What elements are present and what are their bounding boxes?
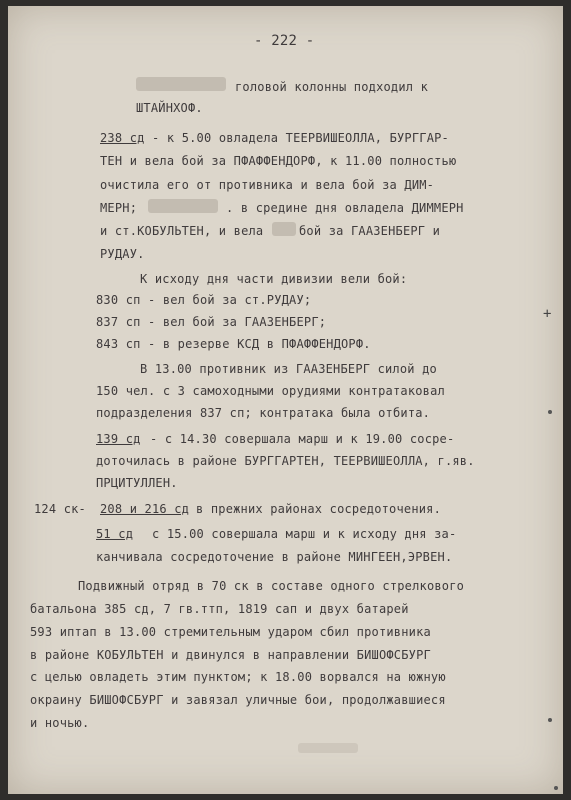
- corps-label: 124 ск-: [34, 502, 86, 516]
- text-line: доточилась в районе БУРГГАРТЕН, ТЕЕРВИШЕОЛЛА, г.яв.: [96, 454, 475, 468]
- text-line: в районе КОБУЛЬТЕН и двинулся в направлении БИШОФСБУРГ: [30, 648, 431, 662]
- text-line: головой колонны подходил к: [235, 80, 429, 94]
- margin-mark-icon: +: [543, 306, 552, 322]
- text-line: 830 сп - вел бой за ст.РУДАУ;: [96, 293, 312, 307]
- text-line: К исходу дня части дивизии вели бой:: [140, 272, 408, 286]
- document-page: [8, 6, 563, 794]
- text-line: В 13.00 противник из ГААЗЕНБЕРГ силой до: [140, 362, 437, 376]
- text-line: и ночью.: [30, 716, 90, 730]
- text-line: 150 чел. с 3 самоходными орудиями контратаковал: [96, 384, 445, 398]
- text-line: с 15.00 совершала марш и к исходу дня за-: [152, 527, 457, 541]
- text-line: канчивала сосредоточение в районе МИНГЕЕН,ЭРВЕН.: [96, 550, 453, 564]
- text-line: 837 сп - вел бой за ГААЗЕНБЕРГ;: [96, 315, 327, 329]
- page-number: - 222 -: [254, 33, 315, 49]
- redaction-smudge: [272, 222, 296, 236]
- text-line: - с 14.30 совершала марш и к 19.00 сосре-: [150, 432, 455, 446]
- text-line: МЕРН;: [100, 201, 138, 215]
- ink-dot-icon: [548, 718, 552, 722]
- division-label: 238 сд: [100, 131, 145, 145]
- ink-dot-icon: [548, 410, 552, 414]
- text-line: очистила его от противника и вела бой за ДИМ-: [100, 178, 435, 192]
- text-line: 593 иптап в 13.00 стремительным ударом сбил противника: [30, 625, 431, 639]
- text-line: бой за ГААЗЕНБЕРГ и: [299, 224, 441, 238]
- text-line: - к 5.00 овладела ТЕЕРВИШЕОЛЛА, БУРГГАР-: [152, 131, 449, 145]
- text-line: и ст.КОБУЛЬТЕН, и вела: [100, 224, 264, 238]
- ink-dot-icon: [554, 786, 558, 790]
- text-line: 843 сп - в резерве КСД в ПФАФФЕНДОРФ.: [96, 337, 371, 351]
- text-line: подразделения 837 сп; контратака была отбита.: [96, 406, 431, 420]
- division-label: 139 сд: [96, 432, 141, 446]
- division-label: 208 и 216 сд: [100, 502, 190, 516]
- redaction-smudge: [136, 77, 226, 91]
- redaction-smudge: [148, 199, 218, 213]
- text-line: Подвижный отряд в 70 ск в составе одного стрелкового: [78, 579, 465, 593]
- text-line: в прежних районах сосредоточения.: [196, 502, 442, 516]
- text-line: батальона 385 сд, 7 гв.ттп, 1819 сап и двух батарей: [30, 602, 409, 616]
- text-line: РУДАУ.: [100, 247, 145, 261]
- text-line: ПРЦИТУЛЛЕН.: [96, 476, 178, 490]
- text-line: с целью овладеть этим пунктом; к 18.00 ворвался на южную: [30, 670, 446, 684]
- text-line: . в средине дня овладела ДИММЕРН: [226, 201, 464, 215]
- text-line: окраину БИШОФСБУРГ и завязал уличные бои, продолжавшиеся: [30, 693, 446, 707]
- text-line: ШТАЙНХОФ.: [136, 101, 203, 115]
- text-line: ТЕН и вела бой за ПФАФФЕНДОРФ, к 11.00 полностью: [100, 154, 457, 168]
- bleed-through-smudge: [298, 743, 358, 753]
- division-label: 51 сд: [96, 527, 134, 541]
